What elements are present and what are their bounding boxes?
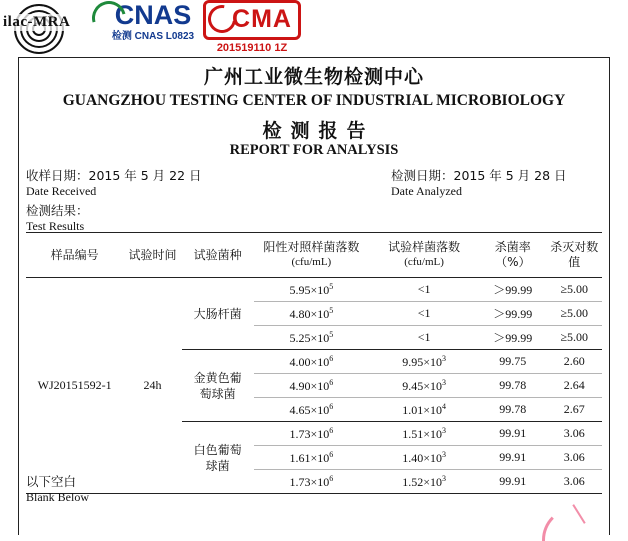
col-control-count-label: 阳性对照样菌落数 <box>263 240 360 254</box>
date-received-en: Date Received <box>26 184 97 198</box>
col-strain <box>182 233 254 278</box>
col-kill-rate <box>479 233 546 278</box>
cell-log-reduction: 2.64 <box>547 374 603 398</box>
col-sample-count <box>369 233 479 278</box>
cell-control-count: $4.00\times 10^6$ <box>254 350 369 374</box>
blank-below-cn: 以下空白 <box>26 474 77 489</box>
results-table-body <box>26 278 602 494</box>
cell-sample-count: <1 <box>369 278 479 302</box>
cell-control-count: $1.61\times 10^6$ <box>254 446 369 470</box>
cell-log-reduction: 3.06 <box>547 446 603 470</box>
cell-log-reduction: 3.06 <box>547 470 603 494</box>
ilac-mra-label: ilac-MRA <box>3 14 71 30</box>
col-kill-rate-label: 杀菌率（%） <box>494 240 531 269</box>
table-row <box>26 278 602 302</box>
cell-kill-rate: 99.91 <box>479 422 546 446</box>
col-test-time-label: 试验时间 <box>128 247 177 262</box>
col-log-reduction-label: 杀灭对数值 <box>550 240 599 269</box>
cell-control-count: $4.90\times 10^6$ <box>254 374 369 398</box>
cell-kill-rate: 99.75 <box>479 350 546 374</box>
cell-log-reduction: ≥5.00 <box>547 326 603 350</box>
cell-kill-rate: ＞99.99 <box>479 278 546 302</box>
col-sample-id-label: 样品编号 <box>50 247 99 262</box>
logo-bar <box>0 0 628 60</box>
cell-kill-rate: 99.78 <box>479 374 546 398</box>
results-table <box>26 232 602 494</box>
test-results-cn: 检测结果： <box>26 203 89 218</box>
cma-logo <box>188 0 316 58</box>
stamp-mark <box>542 501 606 541</box>
organization-title-en: GUANGZHOU TESTING CENTER OF INDUSTRIAL MICROBIOLOGY <box>62 92 566 109</box>
cell-kill-rate: 99.91 <box>479 446 546 470</box>
stamp-arc-icon <box>542 507 606 541</box>
cell-test-time: 24h <box>123 278 181 494</box>
table-header-row <box>26 233 602 278</box>
cell-kill-rate: 99.91 <box>479 470 546 494</box>
test-results-en: Test Results <box>26 219 85 233</box>
cell-log-reduction: 2.60 <box>547 350 603 374</box>
cell-log-reduction: 3.06 <box>547 422 603 446</box>
report-footer <box>26 474 89 505</box>
cell-sample-count: <1 <box>369 326 479 350</box>
organization-title-cn: 广州工业微生物检测中心 <box>203 66 424 88</box>
col-control-count <box>254 233 369 278</box>
cell-strain: 金黄色葡萄球菌 <box>182 350 254 422</box>
cma-certificate-number: 201519110 1Z <box>216 42 288 54</box>
date-analyzed-en: Date Analyzed <box>391 184 462 198</box>
cell-kill-rate: ＞99.99 <box>479 302 546 326</box>
cell-control-count: $5.25\times 10^5$ <box>254 326 369 350</box>
cell-kill-rate: ＞99.99 <box>479 326 546 350</box>
cell-sample-count: <1 <box>369 302 479 326</box>
cell-control-count: $1.73\times 10^6$ <box>254 422 369 446</box>
results-table-head <box>26 233 602 278</box>
meta-right-column <box>391 168 628 199</box>
cma-box <box>203 0 301 40</box>
cell-sample-count: $1.40\times 10^3$ <box>369 446 479 470</box>
cell-sample-count: $1.01\times 10^4$ <box>369 398 479 422</box>
cell-log-reduction: 2.67 <box>547 398 603 422</box>
cell-strain: 白色葡萄球菌 <box>182 422 254 494</box>
meta-left-column <box>26 168 346 234</box>
col-test-time <box>123 233 181 278</box>
col-sample-count-unit: (cfu/mL) <box>404 256 444 268</box>
cell-control-count: $4.65\times 10^6$ <box>254 398 369 422</box>
cell-sample-id: WJ20151592-1 <box>26 278 123 494</box>
cell-control-count: $4.80\times 10^5$ <box>254 302 369 326</box>
cma-wordmark: CMA <box>232 5 292 33</box>
report-title-en: REPORT FOR ANALYSIS <box>229 142 399 158</box>
cnas-accreditation-number: 检测 CNAS L0823 <box>111 31 195 42</box>
report-title-cn: 检测报告 <box>262 120 375 142</box>
cell-sample-count: $1.52\times 10^3$ <box>369 470 479 494</box>
col-control-count-unit: (cfu/mL) <box>291 256 332 268</box>
cnas-wordmark: CNAS <box>114 0 192 30</box>
date-analyzed-cn: 检测日期：2015 年 5 月 28 日 <box>391 168 567 183</box>
cell-strain: 大肠杆菌 <box>182 278 254 350</box>
col-log-reduction <box>547 233 603 278</box>
cell-sample-count: $9.95\times 10^3$ <box>369 350 479 374</box>
cell-log-reduction: ≥5.00 <box>547 278 603 302</box>
report-meta <box>26 168 602 233</box>
ilac-mra-logo <box>4 2 82 52</box>
date-received-cn: 收样日期：2015 年 5 月 22 日 <box>26 168 202 183</box>
cell-sample-count: $1.51\times 10^3$ <box>369 422 479 446</box>
cell-log-reduction: ≥5.00 <box>547 302 603 326</box>
cell-control-count: $1.73\times 10^6$ <box>254 470 369 494</box>
cell-kill-rate: 99.78 <box>479 398 546 422</box>
blank-below-en: Blank Below <box>26 490 89 504</box>
frame-top-rule <box>18 57 610 58</box>
cell-control-count: $5.95\times 10^5$ <box>254 278 369 302</box>
col-strain-label: 试验菌种 <box>193 247 242 262</box>
col-sample-id <box>26 233 123 278</box>
cell-sample-count: $9.45\times 10^3$ <box>369 374 479 398</box>
col-sample-count-label: 试验样菌落数 <box>388 240 461 254</box>
